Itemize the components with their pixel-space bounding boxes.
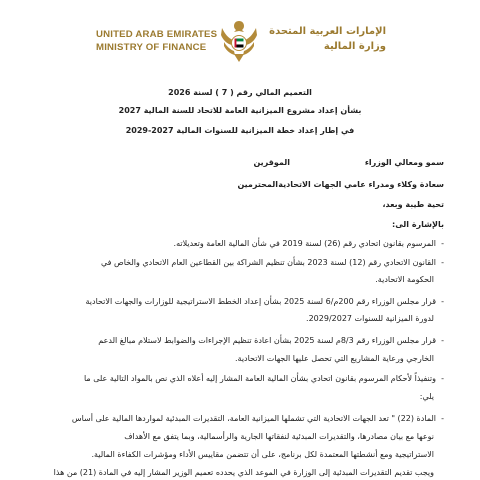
reference-item-2-cont: الحكومة الاتحادية. bbox=[375, 275, 434, 284]
addressee-ministers: سمو ومعالي الوزراء bbox=[364, 158, 444, 167]
ministry-name-en: MINISTRY OF FINANCE bbox=[96, 42, 207, 53]
circular-subject-line-2: في إطار إعداد خطة الميزانية للسنوات المالية 2027-2029 bbox=[125, 126, 355, 135]
reference-item-3: - قرار مجلس الوزراء رقم 200م/6 لسنة 2025 بشأن إعداد الخطط الاستراتيجية للوزارات والجهات الاتحادية bbox=[85, 297, 444, 306]
circular-subject-line-1: بشأن إعداد مشروع الميزانية العامة للاتحاد للسنة المالية 2027 bbox=[118, 106, 362, 115]
reference-item-4-cont: الخارجي ورعاية المشاريع التي تحصل عليها الجهات الاتحادية. bbox=[234, 354, 434, 363]
ministry-name-english bbox=[96, 28, 220, 54]
uae-falcon-emblem-icon bbox=[219, 18, 259, 64]
article-22-line-1: - المادة (22) " تعد الجهات الاتحادية التي تشملها الميزانية العامة، التقديرات المبدئية لمواردها المالية على أساس bbox=[71, 414, 444, 423]
article-22-line-2: نوعها مع بيان مصادرها، والتقديرات المبدئية لنفقاتها الجارية والرأسمالية، وبما يتفق مع الأهداف bbox=[124, 432, 434, 441]
implementation-clause: - وتنفيذاً لأحكام المرسوم بقانون اتحادي بشأن المالية العامة المشار إليه أعلاه الذي نص بالمواد التالية على ما bbox=[83, 374, 444, 383]
circular-number: التعميم المالي رقم ( 7 ) لسنة 2026 bbox=[168, 88, 312, 97]
reference-intro: بالإشارة الى: bbox=[392, 220, 444, 229]
addressee-undersecretaries: سعادة وكلاء ومدراء عامي الجهات الاتحادية bbox=[278, 180, 444, 189]
article-22-line-3: الاستراتيجية ومع أنشطتها المعتمدة لكل برنامج، على أن تتضمن مقاييس الأداء ومؤشرات الكفاءة المالية. bbox=[91, 450, 434, 459]
article-22-line-4: ويجب تقديم التقديرات المبدئية إلى الوزارة في الموعد الذي يحدده تعميم الوزير المشار إليه في المادة (21) من هذا bbox=[53, 468, 434, 477]
country-name-ar: الإمارات العربية المتحدة bbox=[269, 26, 386, 37]
greeting: تحية طيبة وبعد، bbox=[382, 200, 444, 209]
ministry-name-ar: وزارة المالية bbox=[323, 41, 386, 52]
addressee-ministers-honorific: الموقرين bbox=[253, 158, 290, 167]
ministry-name-arabic bbox=[262, 24, 386, 54]
addressee-undersecretaries-honorific: المحترمين bbox=[237, 180, 278, 189]
reference-item-2: - القانون الاتحادي رقم (12) لسنة 2023 بشأن تنظيم الشراكة بين القطاعين العام الاتحادي والخاص في bbox=[101, 258, 444, 267]
reference-item-1: - المرسوم بقانون اتحادي رقم (26) لسنة 2019 في شأن المالية العامة وتعديلاته. bbox=[173, 239, 444, 248]
letterhead bbox=[0, 0, 480, 72]
reference-item-4: - قرار مجلس الوزراء رقم 8/3م لسنة 2025 بشأن اعادة تنظيم الإجراءات والضوابط لاستلام مبالغ الدعم bbox=[98, 336, 444, 345]
implementation-clause-cont: يلي: bbox=[419, 392, 434, 401]
reference-item-3-cont: لدورة الميزانية للسنوات 2029/2027. bbox=[306, 314, 434, 323]
country-name-en: UNITED ARAB EMIRATES bbox=[96, 29, 218, 40]
